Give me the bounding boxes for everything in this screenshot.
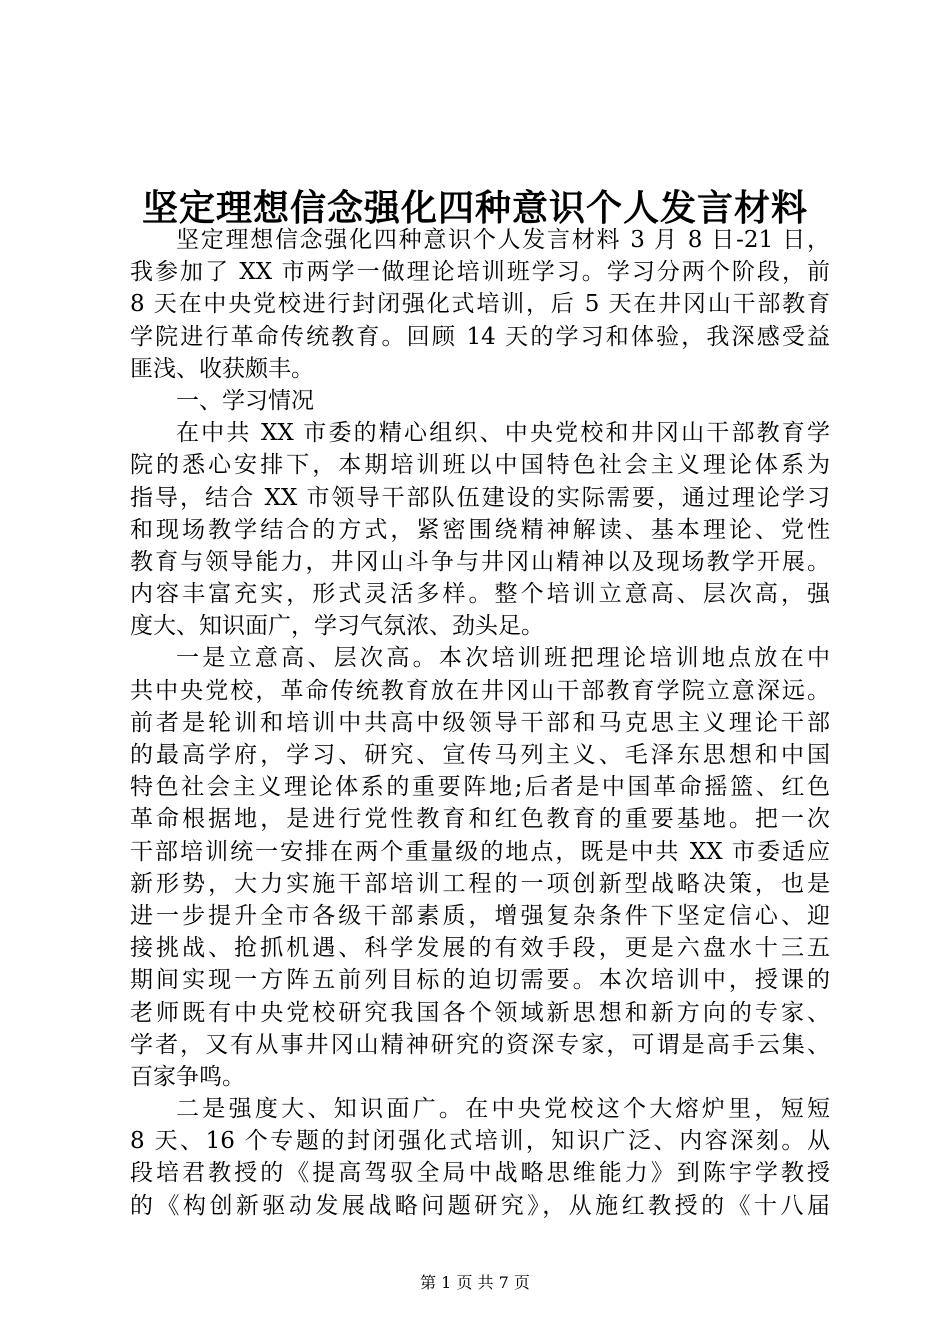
text-line: 前者是轮训和培训中共高中级领导干部和马克思主义理论干部 — [130, 709, 830, 736]
text-line: 学院进行革命传统教育。回顾 14 天的学习和体验，我深感受益 — [130, 323, 830, 350]
text-line: 指导，结合 XX 市领导干部队伍建设的实际需要，通过理论学习 — [130, 484, 830, 511]
text-line: 8 天在中央党校进行封闭强化式培训，后 5 天在井冈山干部教育 — [130, 291, 830, 318]
page-number-footer: 第 1 页 共 7 页 — [420, 1273, 530, 1292]
text-line: 院的悉心安排下，本期培训班以中国特色社会主义理论体系为 — [130, 452, 830, 479]
text-line: 二是强度大、知识面广。在中央党校这个大熔炉里，短短 — [176, 1096, 830, 1123]
text-line: 和现场教学结合的方式，紧密围绕精神解读、基本理论、党性 — [130, 516, 830, 543]
text-line: 我参加了 XX 市两学一做理论培训班学习。学习分两个阶段，前 — [130, 259, 830, 286]
text-line: 老师既有中央党校研究我国各个领域新思想和新方向的专家、 — [130, 999, 830, 1026]
text-line: 的最高学府，学习、研究、宣传马列主义、毛泽东思想和中国 — [130, 742, 830, 768]
text-line: 内容丰富充实，形式灵活多样。整个培训立意高、层次高，强 — [130, 581, 830, 608]
text-line: 教育与领导能力，井冈山斗争与井冈山精神以及现场教学开展。 — [130, 548, 830, 575]
text-line: 特色社会主义理论体系的重要阵地;后者是中国革命摇篮、红色 — [130, 774, 830, 801]
text-line: 段培君教授的《提高驾驭全局中战略思维能力》到陈宇学教授 — [130, 1160, 830, 1187]
text-line: 坚定理想信念强化四种意识个人发言材料 3 月 8 日-21 日， — [176, 227, 830, 253]
text-line: 新形势，大力实施干部培训工程的一项创新型战略决策，也是 — [130, 870, 830, 897]
text-line: 匪浅、收获颇丰。 — [130, 355, 314, 382]
document-body — [130, 224, 830, 1222]
document-title: 坚定理想信念强化四种意识个人发言材料 — [141, 187, 808, 229]
text-line: 在中共 XX 市委的精心组织、中央党校和井冈山干部教育学 — [176, 420, 830, 447]
section-heading: 一、学习情况 — [176, 387, 314, 414]
text-line: 一是立意高、层次高。本次培训班把理论培训地点放在中 — [176, 645, 830, 672]
text-line: 接挑战、抢抓机遇、科学发展的有效手段，更是六盘水十三五 — [130, 935, 830, 962]
text-line: 学者，又有从事井冈山精神研究的资深专家，可谓是高手云集、 — [130, 1031, 830, 1058]
text-line: 共中央党校，革命传统教育放在井冈山干部教育学院立意深远。 — [130, 677, 830, 704]
text-line: 的《构创新驱动发展战略问题研究》，从施红教授的《十八届 — [130, 1192, 830, 1219]
text-line: 进一步提升全市各级干部素质，增强复杂条件下坚定信心、迎 — [130, 902, 830, 929]
text-line: 期间实现一方阵五前列目标的迫切需要。本次培训中，授课的 — [130, 967, 830, 994]
text-line: 8 天、16 个专题的封闭强化式培训，知识广泛、内容深刻。从 — [130, 1128, 830, 1155]
text-line: 干部培训统一安排在两个重量级的地点，既是中共 XX 市委适应 — [130, 838, 830, 865]
text-line: 度大、知识面广，学习气氛浓、劲头足。 — [130, 613, 544, 640]
text-line: 百家争鸣。 — [130, 1063, 245, 1090]
text-line: 革命根据地，是进行党性教育和红色教育的重要基地。把一次 — [130, 806, 830, 833]
